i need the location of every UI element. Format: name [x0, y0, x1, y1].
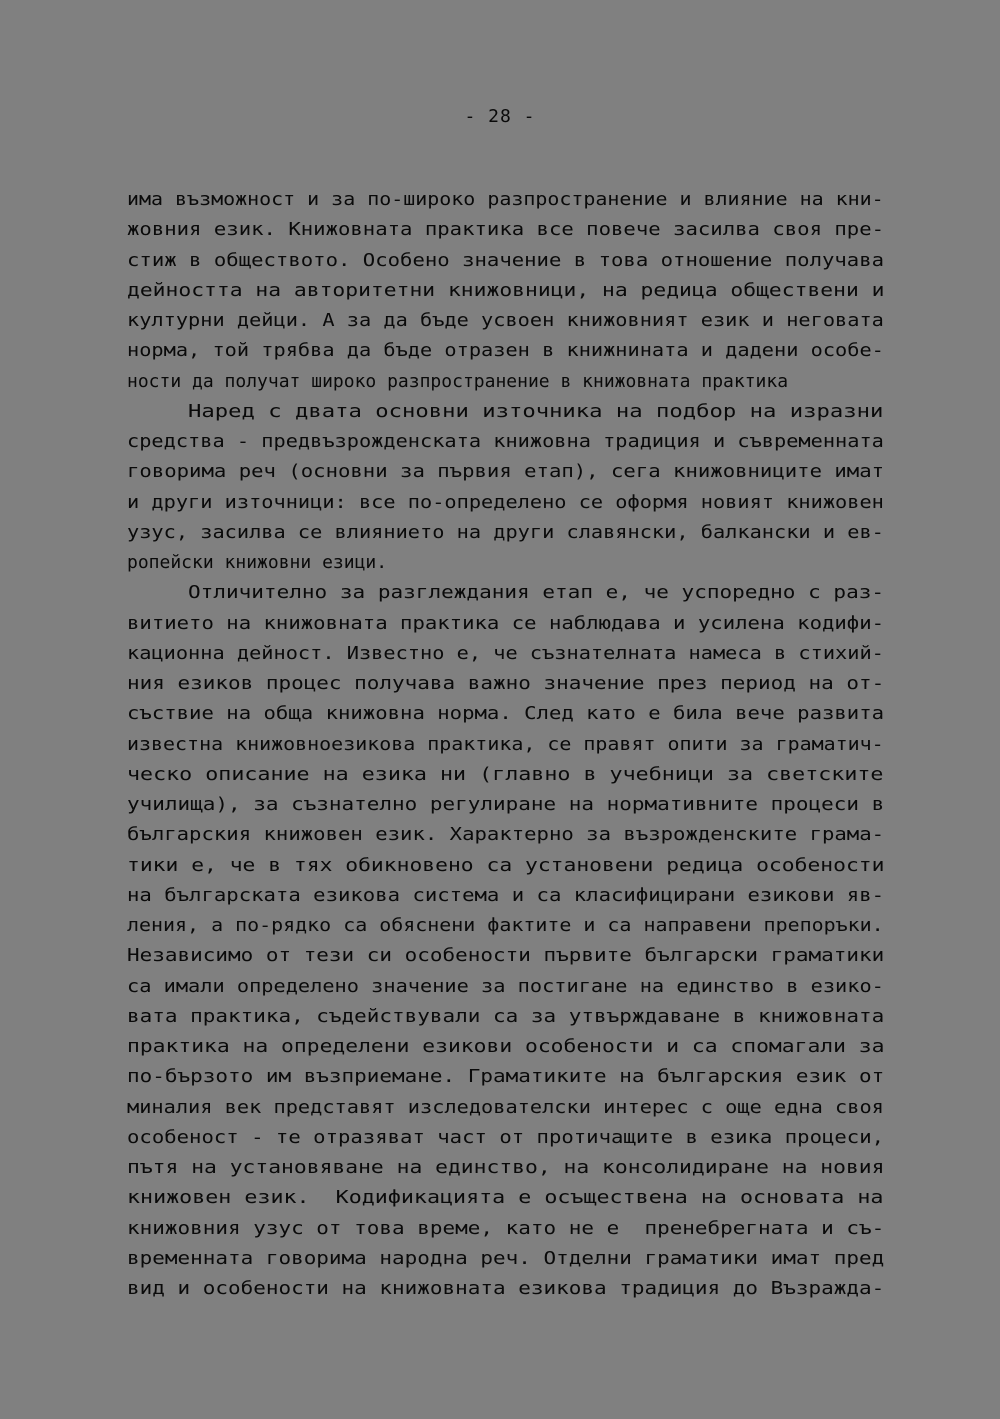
text-line: средства - предвъзрожденската книжовна традиция и съвременната — [127, 431, 884, 452]
text-line: по-бързото им възприемане. Граматиките на българския език от — [127, 1066, 885, 1088]
text-line: вата практика, съдействували са за утвърждаване в книжовната — [127, 1005, 885, 1027]
text-line: стиж в обществото. Особено значение в това отношение получава — [127, 249, 885, 271]
text-line: книжовния узус от това време, като не е пренебрегната и съ- — [127, 1217, 885, 1239]
text-line: Отличително за разглеждания етап е, че успоредно с раз- — [188, 582, 885, 604]
text-line: културни дейци. А за да бъде усвоен книжовният език и неговата — [127, 310, 884, 331]
text-line: ропейски книжовни езици. — [127, 552, 388, 573]
text-line: особеност - те отразяват част от протичащите в езика процеси, — [127, 1126, 885, 1148]
text-line: има възможност и за по-широко разпространение и влияние на кни- — [127, 189, 884, 210]
text-line: жовния език. Книжовната практика все повече засилва своя пре- — [127, 219, 885, 241]
text-line: ления, а по-рядко са обяснени фактите и са направени препоръки. — [127, 915, 884, 936]
text-line: говорима реч (основни за първия етап), сега книжовниците имат — [127, 461, 885, 483]
text-line: временната говорима народна реч. Отделни граматики имат пред — [127, 1247, 885, 1269]
text-line: ческо описание на езика ни (главно в учебници за светските — [127, 763, 884, 785]
text-line: известна книжовноезикова практика, се правят опити за граматич- — [127, 733, 884, 755]
text-line: витието на книжовната практика се наблюдава и усилена кодифи- — [127, 612, 885, 634]
text-line: ности да получат широко разпространение в книжовната практика — [127, 370, 789, 392]
text-line: практика на определени езикови особености и са спомагали за — [127, 1036, 885, 1057]
text-line: съствие на обща книжовна норма. След като е била вече развита — [127, 703, 885, 725]
text-line: пътя на установяване на единство, на консолидиране на новия — [127, 1157, 885, 1178]
text-line: миналия век представят изследователски интерес с още една своя — [127, 1096, 884, 1118]
text-line: Независимо от тези си особености първите български граматики — [127, 945, 885, 967]
text-line: дейността на авторитетни книжовници, на редица обществени и — [127, 279, 885, 301]
text-line: книжовен език. Кодификацията е осъществена на основата на — [127, 1187, 884, 1209]
page-number: - 28 - — [464, 106, 536, 127]
text-line: ния езиков процес получава важно значение през период на от- — [127, 673, 885, 694]
text-line: узус, засилва се влиянието на други славянски, балкански и ев- — [127, 521, 884, 543]
text-line: училища), за съзнателно регулиране на нормативните процеси в — [127, 794, 885, 815]
text-line: българския книжовен език. Характерно за възрожденските грама- — [127, 824, 885, 846]
text-line: норма, той трябва да бъде отразен в книжнината и дадени особе- — [127, 340, 884, 362]
text-line: на българската езикова система и са класифицирани езикови яв- — [127, 884, 885, 906]
text-line: кационна дейност. Известно е, че съзнателната намеса в стихий- — [127, 642, 884, 664]
text-line: и други източници: все по-определено се оформя новият книжовен — [127, 491, 884, 513]
text-line: вид и особености на книжовната езикова традиция до Възражда- — [127, 1278, 885, 1299]
text-line: са имали определено значение за постигане на единство в езико- — [127, 975, 884, 997]
text-line: Наред с двата основни източника на подбор на изразни — [188, 400, 884, 422]
text-line: тики е, че в тях обикновено са установени редица особености — [127, 854, 885, 876]
